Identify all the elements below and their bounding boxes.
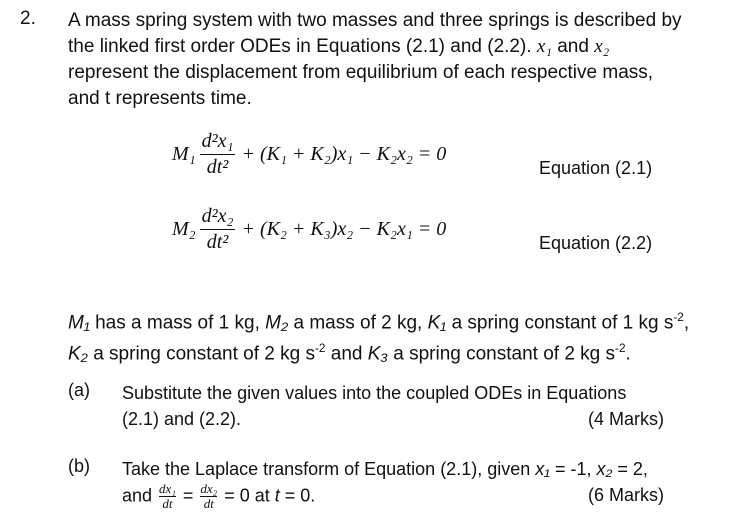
eq2-rest: + (K₂ + K₃)x₂ − K₂x₁ = 0	[241, 218, 447, 240]
part-b-text	[122, 456, 664, 511]
part-a-line-1: Substitute the given values into the coupled ODEs in Equations	[122, 383, 627, 403]
part-b-line-1: Take the Laplace transform of Equation (2.1), given x₁ = -1, x₂ = 2,	[122, 459, 648, 479]
part-a-line-2: (2.1) and (2.2). (4 Marks)	[122, 406, 664, 432]
eq1-numerator: d²x₁	[201, 130, 234, 152]
eq2-denominator: dt²	[206, 231, 229, 253]
dx1-dt-fraction: $\frac{\text{dx₁}}{dt}$	[159, 481, 176, 511]
eq2-numerator: d²x₂	[201, 205, 234, 227]
eq1-fraction	[200, 130, 236, 179]
intro-line-1: A mass spring system with two masses and three springs is described by	[68, 10, 682, 31]
part-a-text	[122, 380, 664, 432]
given-line-2: K₂ a spring constant of 2 kg $s^{-2}$ and K₃ a spring constant of 2 kg $s^{-2}$.	[68, 342, 631, 365]
dx2-dt-fraction: $\frac{\text{dx₂}}{dt}$	[200, 481, 218, 511]
equation-label-2-2: Equation (2.2)	[539, 233, 653, 253]
question-number: 2.	[20, 8, 36, 29]
given-line-1: M₁ has a mass of 1 kg, M₂ a mass of 2 kg, K₁ a spring constant of 1 kg $s^{-2}$,	[68, 311, 690, 334]
part-b-line-2: and $\frac{\text{dx₁}}{dt}$ = $\frac{\text{dx₂}}{dt}$ = 0 at t = 0. (6 Marks)	[122, 481, 664, 511]
part-a-label: (a)	[68, 380, 90, 400]
question-intro	[68, 8, 728, 112]
intro-line-4: and t represents time.	[68, 88, 252, 109]
eq2-fraction	[200, 205, 236, 254]
intro-line-3: represent the displacement from equilibrium of each respective mass,	[68, 62, 654, 83]
equation-2-1	[172, 130, 446, 179]
part-b-label: (b)	[68, 456, 90, 476]
equation-label-2-1: Equation (2.1)	[539, 158, 653, 178]
part-b-marks: (6 Marks)	[588, 485, 664, 505]
eq1-coefficient: M₁	[172, 143, 196, 165]
eq1-rest: + (K₁ + K₂)x₁ − K₂x₂ = 0	[241, 143, 447, 165]
equation-2-2	[172, 205, 446, 254]
part-a-marks: (4 Marks)	[588, 409, 664, 429]
eq1-denominator: dt²	[206, 156, 229, 178]
intro-line-2: the linked first order ODEs in Equations (2.1) and (2.2). x₁ and x₂	[68, 36, 610, 57]
given-values	[68, 305, 728, 368]
eq2-coefficient: M₂	[172, 218, 196, 240]
